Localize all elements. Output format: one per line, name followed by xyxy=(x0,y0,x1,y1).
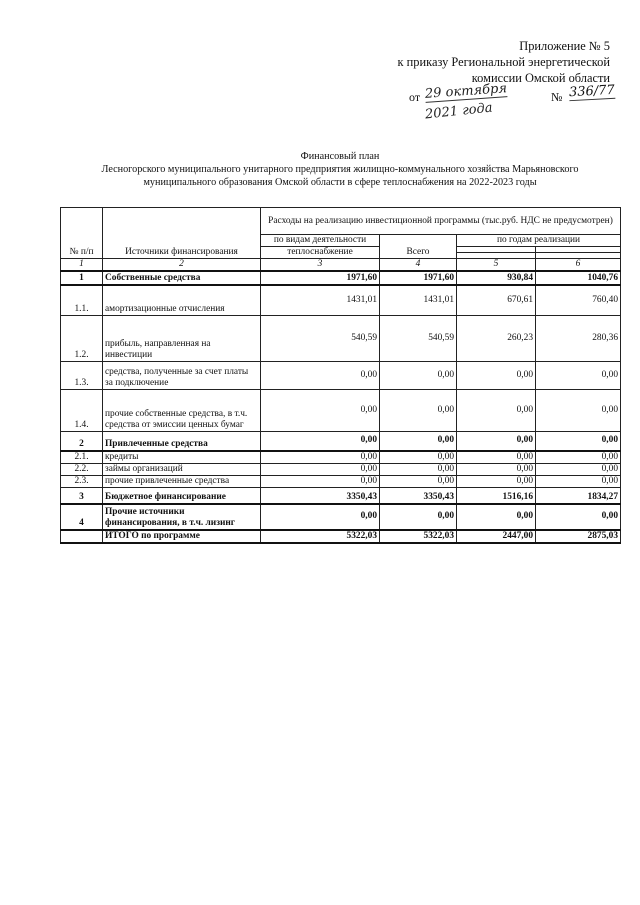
row-source: ИТОГО по программе xyxy=(103,530,261,543)
row-source: Бюджетное финансирование xyxy=(103,488,261,504)
row-year-2022: 670,61 xyxy=(457,285,536,315)
commission-name: комиссии Омской области xyxy=(471,71,610,85)
row-total: 1971,60 xyxy=(380,271,457,285)
row-number: 4 xyxy=(61,504,103,530)
row-heat: 0,00 xyxy=(261,361,380,389)
table-row xyxy=(61,315,621,361)
row-number xyxy=(61,530,103,543)
table-row xyxy=(61,431,621,451)
row-source: кредиты xyxy=(103,451,261,464)
row-number: 2.1. xyxy=(61,451,103,464)
row-heat: 0,00 xyxy=(261,431,380,451)
row-total: 3350,43 xyxy=(380,488,457,504)
header-number: № п/п xyxy=(61,208,103,259)
row-total: 0,00 xyxy=(380,464,457,476)
row-year-2023: 0,00 xyxy=(536,504,621,530)
row-year-2023: 2875,03 xyxy=(536,530,621,543)
row-year-2023: 280,36 xyxy=(536,315,621,361)
row-heat: 0,00 xyxy=(261,464,380,476)
title-line-1: Финансовый план xyxy=(300,151,380,162)
row-number: 1 xyxy=(61,271,103,285)
handwritten-year: 2021 года xyxy=(424,100,494,123)
from-label: от xyxy=(409,90,421,104)
row-source: Прочие источники финансирования, в т.ч. лизинг xyxy=(103,504,261,530)
order-date-line xyxy=(405,81,616,108)
table-row xyxy=(61,504,621,530)
document-header xyxy=(380,38,610,86)
row-source: Собственные средства xyxy=(103,271,261,285)
row-year-2023: 760,40 xyxy=(536,285,621,315)
row-source: амортизационные отчисления xyxy=(103,285,261,315)
table-row xyxy=(61,488,621,504)
row-year-2023: 0,00 xyxy=(536,464,621,476)
table-row xyxy=(61,389,621,431)
row-total: 0,00 xyxy=(380,451,457,464)
row-year-2022: 0,00 xyxy=(457,431,536,451)
row-heat: 1431,01 xyxy=(261,285,380,315)
row-year-2022: 0,00 xyxy=(457,464,536,476)
table-row xyxy=(61,271,621,285)
row-number: 3 xyxy=(61,488,103,504)
row-source: средства, полученные за счет платы за подключение xyxy=(103,361,261,389)
row-year-2022: 0,00 xyxy=(457,504,536,530)
row-source: прочие привлеченные средства xyxy=(103,476,261,488)
title-line-3: муниципального образования Омской области в сфере теплоснабжения на 2022-2023 годы xyxy=(143,177,537,188)
row-year-2022: 2447,00 xyxy=(457,530,536,543)
row-heat: 0,00 xyxy=(261,504,380,530)
row-number: 1.2. xyxy=(61,315,103,361)
row-year-2022: 260,23 xyxy=(457,315,536,361)
row-year-2023: 0,00 xyxy=(536,361,621,389)
row-year-2023: 1834,27 xyxy=(536,488,621,504)
table-row xyxy=(61,451,621,464)
header-source: Источники финансирования xyxy=(103,208,261,259)
row-total: 1431,01 xyxy=(380,285,457,315)
row-number: 2 xyxy=(61,431,103,451)
order-reference: к приказу Региональной энергетической xyxy=(397,55,610,69)
row-source: займы организаций xyxy=(103,464,261,476)
document-title xyxy=(60,150,620,189)
row-source: прочие собственные средства, в т.ч. средства от эмиссии ценных бумаг xyxy=(103,389,261,431)
table-row xyxy=(61,464,621,476)
row-heat: 5322,03 xyxy=(261,530,380,543)
col-number-3: 3 xyxy=(261,259,380,272)
table-row xyxy=(61,361,621,389)
number-label: № xyxy=(551,90,563,104)
row-heat: 540,59 xyxy=(261,315,380,361)
row-year-2022: 0,00 xyxy=(457,389,536,431)
row-year-2023: 0,00 xyxy=(536,389,621,431)
row-year-2022: 930,84 xyxy=(457,271,536,285)
row-total: 0,00 xyxy=(380,431,457,451)
row-number: 2.2. xyxy=(61,464,103,476)
row-total: 0,00 xyxy=(380,476,457,488)
row-total: 0,00 xyxy=(380,361,457,389)
col-number-2: 2 xyxy=(103,259,261,272)
row-heat: 1971,60 xyxy=(261,271,380,285)
header-by-activity: по видам деятельности xyxy=(261,235,380,247)
row-year-2023: 0,00 xyxy=(536,451,621,464)
header-total: Всего xyxy=(380,235,457,259)
row-year-2023: 0,00 xyxy=(536,476,621,488)
row-number: 2.3. xyxy=(61,476,103,488)
row-year-2023: 0,00 xyxy=(536,431,621,451)
row-year-2022: 0,00 xyxy=(457,451,536,464)
table-row-total xyxy=(61,530,621,543)
col-number-6: 6 xyxy=(536,259,621,272)
financial-plan-table xyxy=(60,207,621,544)
row-number: 1.4. xyxy=(61,389,103,431)
col-number-1: 1 xyxy=(61,259,103,272)
header-by-years: по годам реализации xyxy=(457,235,621,247)
row-total: 0,00 xyxy=(380,504,457,530)
row-number: 1.1. xyxy=(61,285,103,315)
row-total: 5322,03 xyxy=(380,530,457,543)
appendix-label: Приложение № 5 xyxy=(519,39,610,53)
row-total: 0,00 xyxy=(380,389,457,431)
row-heat: 0,00 xyxy=(261,389,380,431)
title-line-2: Лесногорского муниципального унитарного предприятия жилищно-коммунального хозяйства Марьяновского xyxy=(101,164,579,175)
row-heat: 3350,43 xyxy=(261,488,380,504)
table-row xyxy=(61,285,621,315)
handwritten-date: 29 октября xyxy=(424,81,508,102)
handwritten-number: 336/77 xyxy=(568,82,616,101)
row-year-2023: 1040,76 xyxy=(536,271,621,285)
header-heat-supply: теплоснабжение xyxy=(261,247,380,259)
row-year-2022: 0,00 xyxy=(457,476,536,488)
row-heat: 0,00 xyxy=(261,476,380,488)
row-total: 540,59 xyxy=(380,315,457,361)
row-heat: 0,00 xyxy=(261,451,380,464)
header-expenses: Расходы на реализацию инвестиционной программы (тыс.руб. НДС не предусмотрен) xyxy=(261,208,621,235)
row-source: прибыль, направленная на инвестиции xyxy=(103,315,261,361)
row-source: Привлеченные средства xyxy=(103,431,261,451)
table-row xyxy=(61,476,621,488)
row-year-2022: 1516,16 xyxy=(457,488,536,504)
row-number: 1.3. xyxy=(61,361,103,389)
col-number-5: 5 xyxy=(457,259,536,272)
col-number-4: 4 xyxy=(380,259,457,272)
row-year-2022: 0,00 xyxy=(457,361,536,389)
